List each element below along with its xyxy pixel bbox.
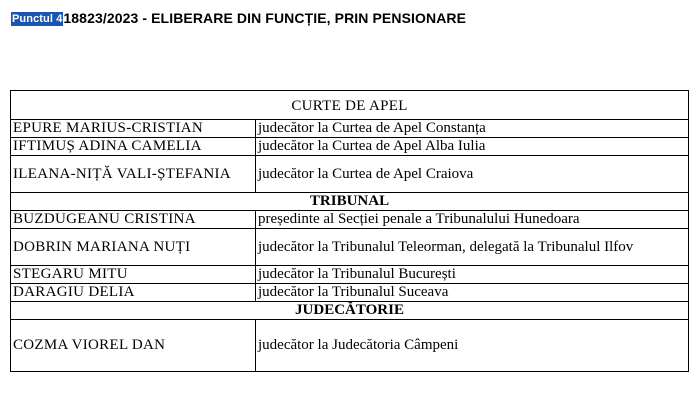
table-row	[11, 138, 689, 156]
person-name: DARAGIU DELIA	[11, 284, 256, 302]
table-row	[11, 320, 689, 372]
person-name: ILEANA-NIȚĂ VALI-ȘTEFANIA	[11, 156, 256, 193]
section-header-judecatorie	[11, 302, 689, 320]
person-name: EPURE MARIUS-CRISTIAN	[11, 120, 256, 138]
table-row	[11, 284, 689, 302]
person-name: IFTIMUȘ ADINA CAMELIA	[11, 138, 256, 156]
section-title: JUDECĂTORIE	[11, 302, 689, 320]
table-row	[11, 266, 689, 284]
person-position: judecător la Tribunalul Teleorman, delegată la Tribunalul Ilfov	[256, 229, 689, 266]
person-position: judecător la Curtea de Apel Craiova	[256, 156, 689, 193]
person-position: judecător la Curtea de Apel Alba Iulia	[256, 138, 689, 156]
person-position: judecător la Judecătoria Câmpeni	[256, 320, 689, 372]
person-name: STEGARU MITU	[11, 266, 256, 284]
person-name: COZMA VIOREL DAN	[11, 320, 256, 372]
document-heading	[11, 10, 466, 27]
heading-highlight: Punctul 4	[12, 13, 63, 25]
person-name: BUZDUGEANU CRISTINA	[11, 211, 256, 229]
section-header-tribunal	[11, 193, 689, 211]
section-title: CURTE DE APEL	[11, 91, 689, 120]
table-row	[11, 120, 689, 138]
table-row	[11, 211, 689, 229]
section-title: TRIBUNAL	[11, 193, 689, 211]
person-position: judecător la Tribunalul București	[256, 266, 689, 284]
heading-text: 18823/2023 - ELIBERARE DIN FUNCȚIE, PRIN PENSIONARE	[63, 10, 467, 26]
person-position: președinte al Secției penale a Tribunalului Hunedoara	[256, 211, 689, 229]
person-position: judecător la Tribunalul Suceava	[256, 284, 689, 302]
person-name: DOBRIN MARIANA NUȚI	[11, 229, 256, 266]
person-position: judecător la Curtea de Apel Constanța	[256, 120, 689, 138]
table-row	[11, 156, 689, 193]
table-row	[11, 229, 689, 266]
section-header-curte-de-apel	[11, 91, 689, 120]
personnel-table	[10, 90, 689, 372]
